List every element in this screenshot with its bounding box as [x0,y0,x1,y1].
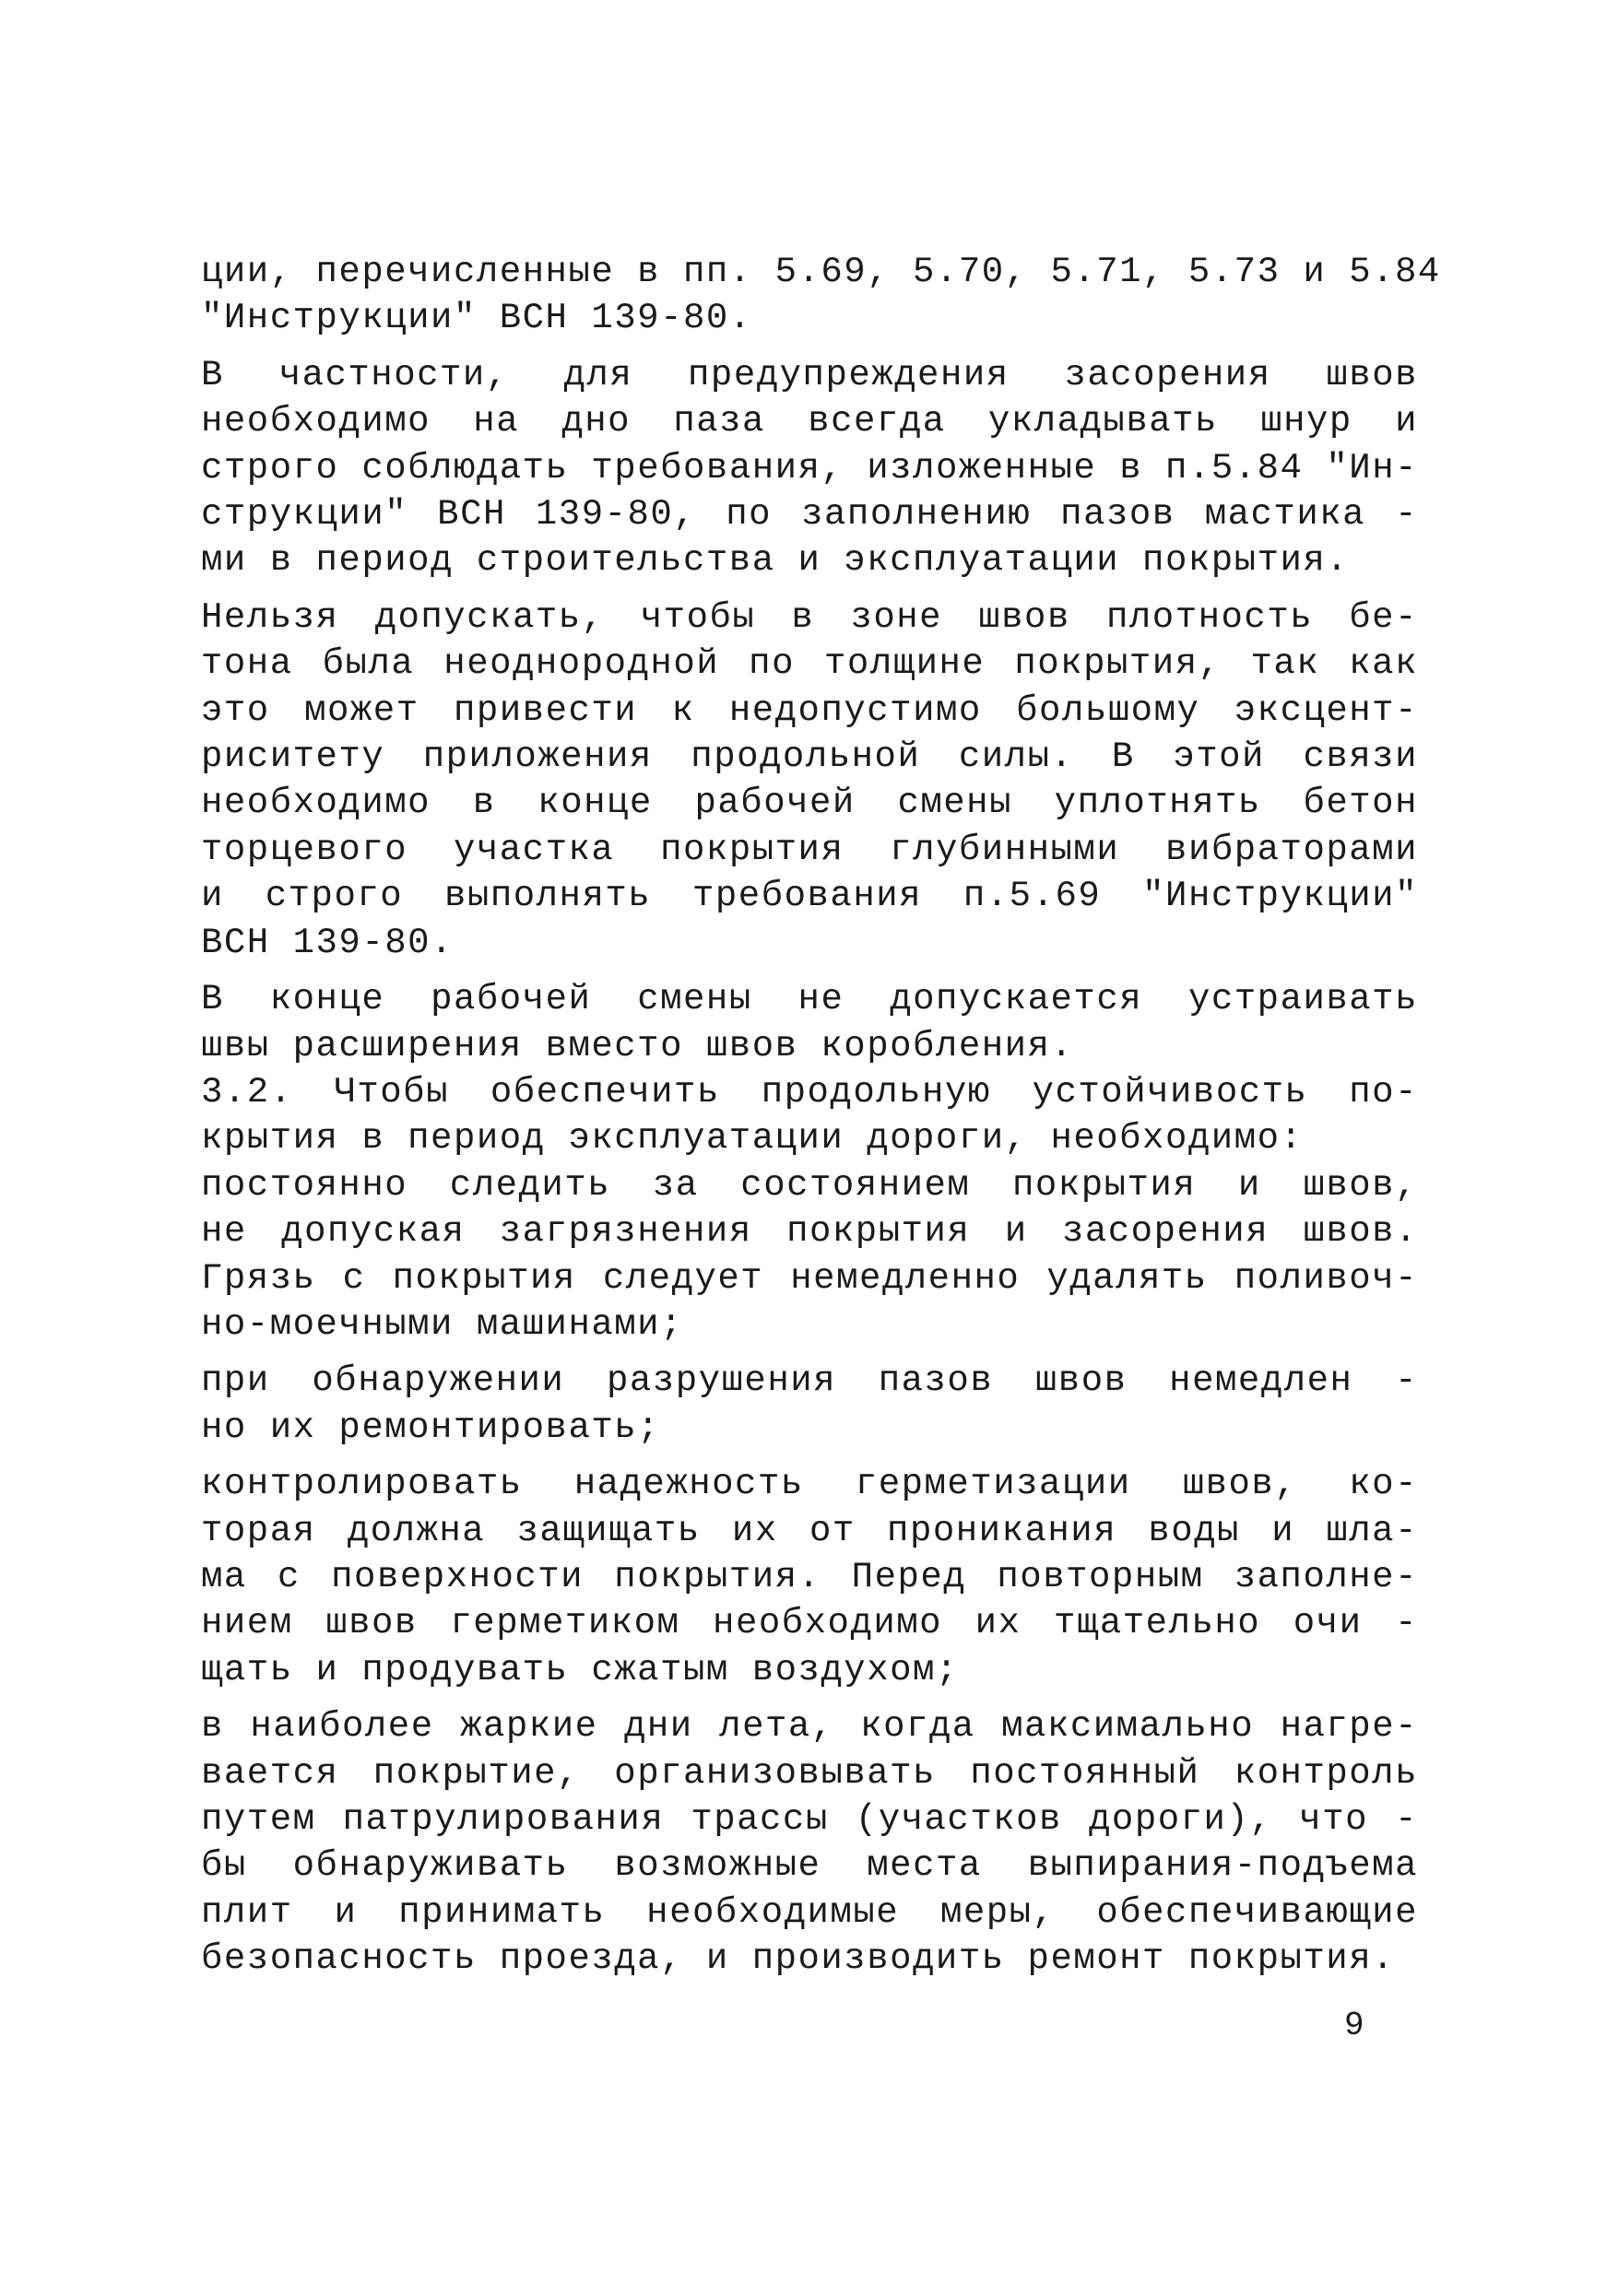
text-line: путем патрулирования трассы (участков дороги), что - [201,1799,1418,1840]
text-line: бы обнаруживать возможные места выпирания-подъема [201,1845,1418,1887]
paragraph-7 [201,1461,1418,1693]
text-line: швы расширения вместо швов коробления. [201,1025,1074,1066]
text-line: вается покрытие, организовывать постоянный контроль [201,1752,1418,1794]
paragraph-3 [201,595,1418,966]
paragraph-5 [201,1069,1418,1348]
body-text [201,249,1441,1983]
text-line: строго соблюдать требования, изложенные в п.5.84 "Ин- [201,447,1418,489]
text-line: В частности, для предупреждения засорения швов [201,354,1418,395]
text-line: плит и принимать необходимые меры, обеспечивающие [201,1891,1418,1933]
text-line: торая должна защищать их от проникания воды и шла- [201,1510,1418,1551]
text-line: 3.2. Чтобы обеспечить продольную устойчивость по- [201,1071,1418,1113]
text-line: Грязь с покрытия следует немедленно удалять поливоч- [201,1257,1418,1299]
text-line: "Инструкции" ВСН 139-80. [201,298,752,339]
text-line: риситету приложения продольной силы. В этой связи [201,736,1418,778]
text-line: но их ремонтировать; [201,1407,661,1448]
text-line: не допуская загрязнения покрытия и засорения швов. [201,1211,1418,1253]
text-line: нием швов герметиком необходимо их тщательно очи - [201,1603,1418,1644]
text-line: В конце рабочей смены не допускается устраивать [201,979,1418,1020]
text-line: контролировать надежность герметизации швов, ко- [201,1464,1418,1505]
text-line: необходимо в конце рабочей смены уплотнять бетон [201,783,1418,824]
text-line: ма с поверхности покрытия. Перед повторным заполне- [201,1556,1418,1597]
paragraph-1 [201,249,1441,342]
paragraph-8 [201,1703,1418,1982]
text-line: крытия в период эксплуатации дороги, необходимо: [201,1118,1304,1160]
text-line: Нельзя допускать, чтобы в зоне швов плотность бе- [201,596,1418,638]
text-line: ВСН 139-80. [201,922,454,963]
text-line: струкции" ВСН 139-80, по заполнению пазов мастика - [201,494,1418,536]
text-line: торцевого участка покрытия глубинными вибраторами [201,829,1418,870]
text-line: при обнаружении разрушения пазов швов немедлен - [201,1360,1418,1402]
text-line: тона была неоднородной по толщине покрытия, так как [201,643,1418,685]
paragraph-6 [201,1358,1418,1451]
text-line: щать и продувать сжатым воздухом; [201,1649,959,1690]
text-line: безопасность проезда, и производить ремонт покрытия. [201,1938,1395,1980]
text-line: ции, перечисленные в пп. 5.69, 5.70, 5.71, 5.73 и 5.84 [201,252,1441,292]
text-line: но-моечными машинами; [201,1303,683,1345]
text-line: ми в период строительства и эксплуатации покрытия. [201,540,1350,582]
paragraph-4 [201,976,1418,1069]
text-line: необходимо на дно паза всегда укладывать шнур и [201,401,1418,442]
text-line: постоянно следить за состоянием покрытия и швов, [201,1164,1418,1206]
text-line: в наиболее жаркие дни лета, когда максимально нагре- [201,1706,1418,1748]
paragraph-2 [201,352,1418,584]
text-line: и строго выполнять требования п.5.69 "Инструкции" [201,876,1418,917]
text-line: это может привести к недопустимо большому эксцент- [201,689,1418,731]
page-number: 9 [1344,2007,1364,2044]
